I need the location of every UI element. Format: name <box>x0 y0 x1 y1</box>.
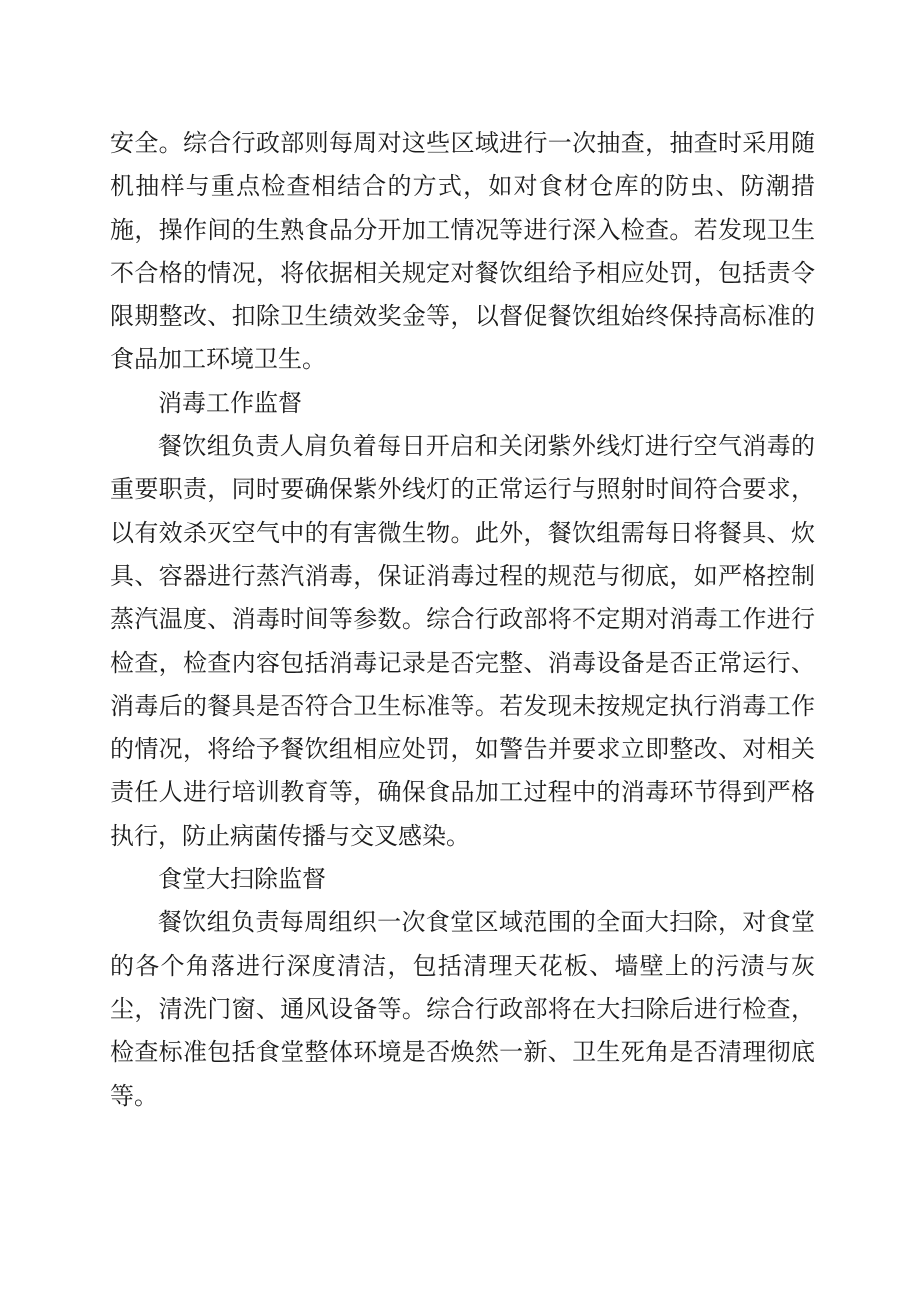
section-heading-disinfection: 消毒工作监督 <box>158 388 302 417</box>
section-heading-cleaning: 食堂大扫除监督 <box>158 865 326 894</box>
paragraph-cleaning: 餐饮组负责每周组织一次食堂区域范围的全面大扫除，对食堂的各个角落进行深度清洁，包括清理天花板、墙壁上的污渍与灰尘，清洗门窗、通风设备等。综合行政部将在大扫除后进行检查，检查标准包括食堂整体环境是否焕然一新、卫生死角是否清理彻底等。 <box>110 908 815 1110</box>
paragraph-continuation: 安全。综合行政部则每周对这些区域进行一次抽查，抽查时采用随机抽样与重点检查相结合的方式，如对食材仓库的防虫、防潮措施，操作间的生熟食品分开加工情况等进行深入检查。若发现卫生不合格的情况，将依据相关规定对餐饮组给予相应处罚，包括责令限期整改、扣除卫生绩效奖金等，以督促餐饮组始终保持高标准的食品加工环境卫生。 <box>110 129 815 374</box>
paragraph-disinfection: 餐饮组负责人肩负着每日开启和关闭紫外线灯进行空气消毒的重要职责，同时要确保紫外线灯的正常运行与照射时间符合要求，以有效杀灭空气中的有害微生物。此外，餐饮组需每日将餐具、炊具、容器进行蒸汽消毒，保证消毒过程的规范与彻底，如严格控制蒸汽温度、消毒时间等参数。综合行政部将不定期对消毒工作进行检查，检查内容包括消毒记录是否完整、消毒设备是否正常运行、消毒后的餐具是否符合卫生标准等。若发现未按规定执行消毒工作的情况，将给予餐饮组相应处罚，如警告并要求立即整改、对相关责任人进行培训教育等，确保食品加工过程中的消毒环节得到严格执行，防止病菌传播与交叉感染。 <box>110 432 815 850</box>
document-body <box>110 122 815 1118</box>
